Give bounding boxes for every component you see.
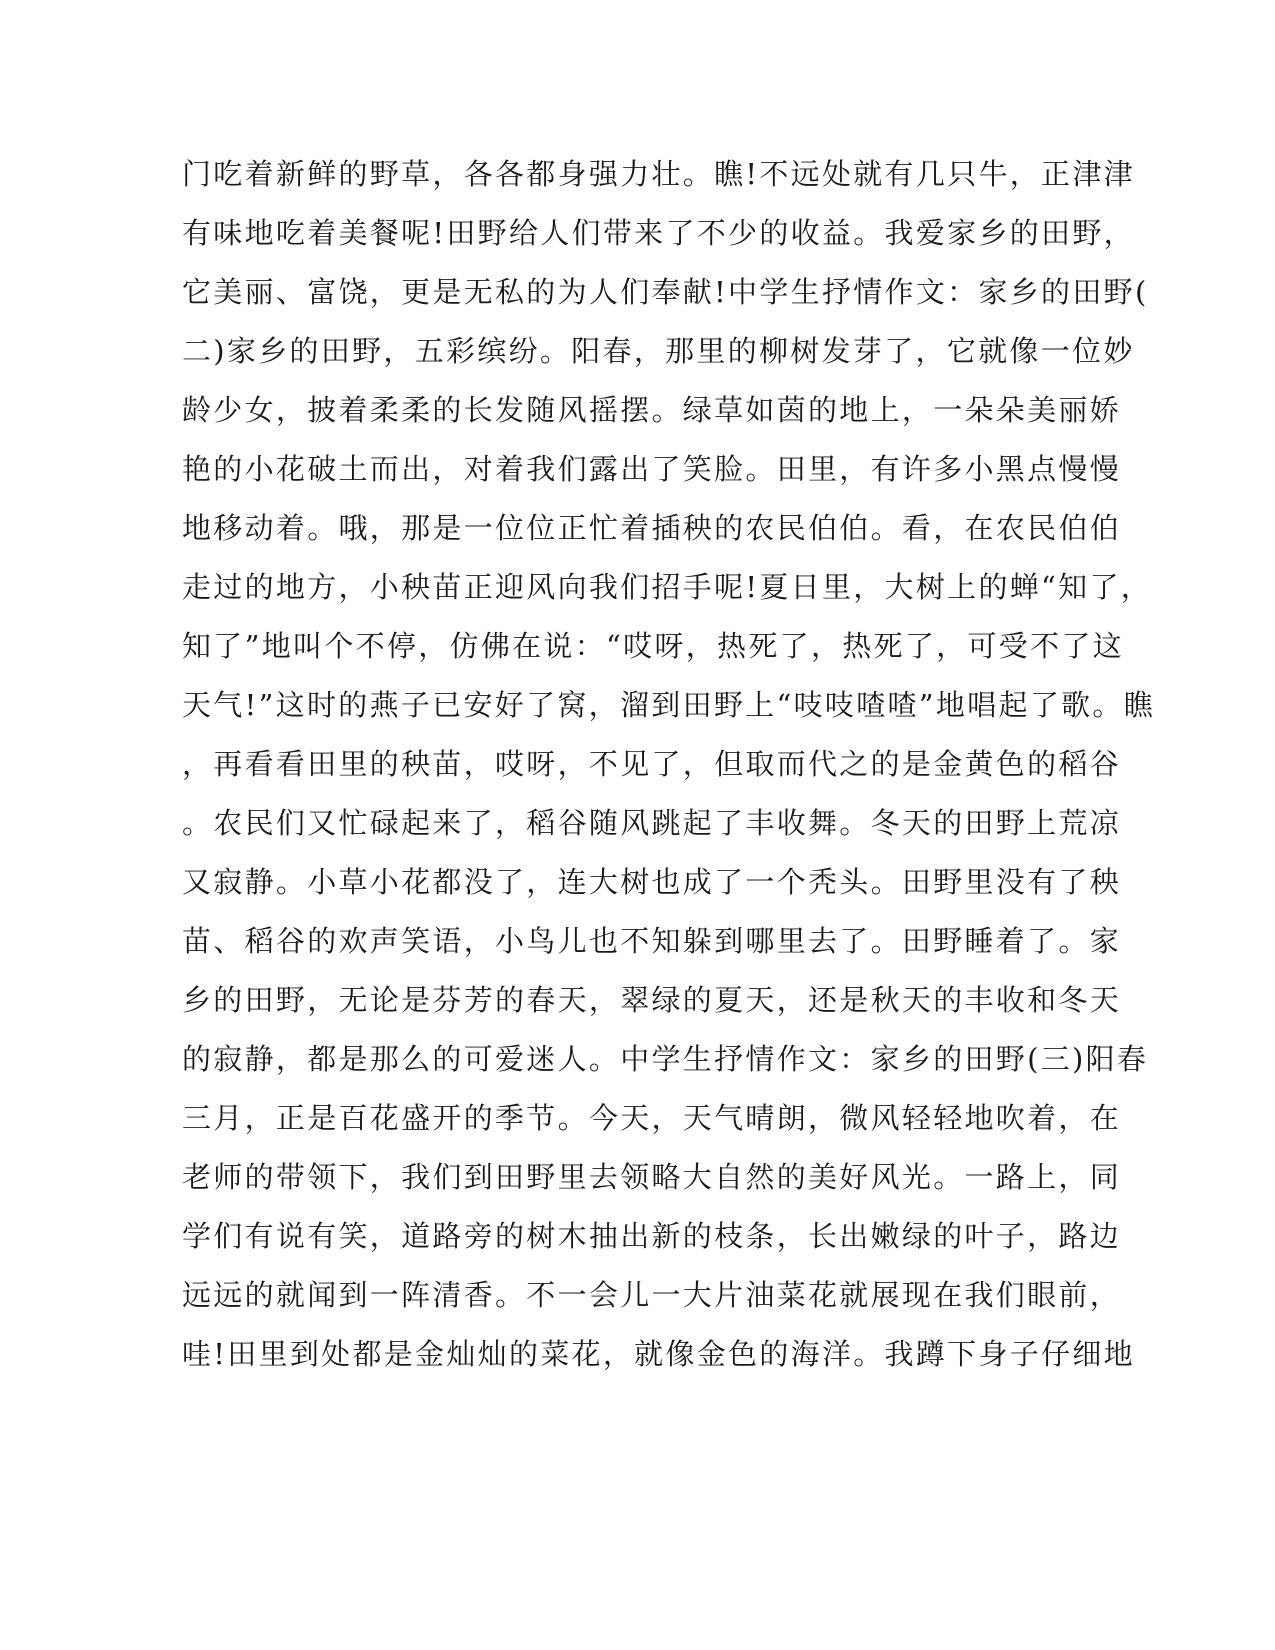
- text-line: 天气!”这时的燕子已安好了窝，溜到田野上“吱吱喳喳”地唱起了歌。瞧: [182, 688, 1156, 722]
- text-line: 龄少女，披着柔柔的长发随风摇摆。绿草如茵的地上，一朵朵美丽娇: [182, 393, 1122, 427]
- text-line: 二)家乡的田野，五彩缤纷。阳春，那里的柳树发芽了，它就像一位妙: [182, 334, 1135, 368]
- text-line: ，再看看田里的秧苗，哎呀，不见了，但取而代之的是金黄色的稻谷: [182, 747, 1122, 781]
- text-line: 知了”地叫个不停，仿佛在说：“哎呀，热死了，热死了，可受不了这: [182, 629, 1124, 663]
- text-line: 老师的带领下，我们到田野里去领略大自然的美好风光。一路上，同: [182, 1160, 1122, 1194]
- text-line: 远远的就闻到一阵清香。不一会儿一大片油菜花就展现在我们眼前，: [182, 1278, 1122, 1312]
- text-line: 。农民们又忙碌起来了，稻谷随风跳起了丰收舞。冬天的田野上荒凉: [182, 806, 1122, 840]
- text-line: 哇!田里到处都是金灿灿的菜花，就像金色的海洋。我蹲下身子仔细地: [182, 1337, 1135, 1371]
- text-line: 学们有说有笑，道路旁的树木抽出新的枝条，长出嫩绿的叶子，路边: [182, 1219, 1122, 1253]
- text-line: 又寂静。小草小花都没了，连大树也成了一个秃头。田野里没有了秧: [182, 865, 1122, 899]
- text-line: 苗、稻谷的欢声笑语，小鸟儿也不知躲到哪里去了。田野睡着了。家: [182, 924, 1122, 958]
- text-line: 它美丽、富饶，更是无私的为人们奉献!中学生抒情作文：家乡的田野(: [182, 275, 1149, 309]
- text-line: 的寂静，都是那么的可爱迷人。中学生抒情作文：家乡的田野(三)阳春: [182, 1042, 1149, 1076]
- body-text: [182, 145, 1156, 1384]
- text-line: 艳的小花破土而出，对着我们露出了笑脸。田里，有许多小黑点慢慢: [182, 452, 1122, 486]
- text-line: 乡的田野，无论是芬芳的春天，翠绿的夏天，还是秋天的丰收和冬天: [182, 983, 1122, 1017]
- text-line: 三月，正是百花盛开的季节。今天，天气晴朗，微风轻轻地吹着，在: [182, 1101, 1122, 1135]
- text-line: 走过的地方，小秧苗正迎风向我们招手呢!夏日里，大树上的蝉“知了，: [182, 570, 1153, 604]
- text-line: 地移动着。哦，那是一位位正忙着插秧的农民伯伯。看，在农民伯伯: [182, 511, 1122, 545]
- text-line: 有味地吃着美餐呢!田野给人们带来了不少的收益。我爱家乡的田野，: [182, 216, 1135, 250]
- text-line: 门吃着新鲜的野草，各各都身强力壮。瞧!不远处就有几只牛，正津津: [182, 157, 1135, 191]
